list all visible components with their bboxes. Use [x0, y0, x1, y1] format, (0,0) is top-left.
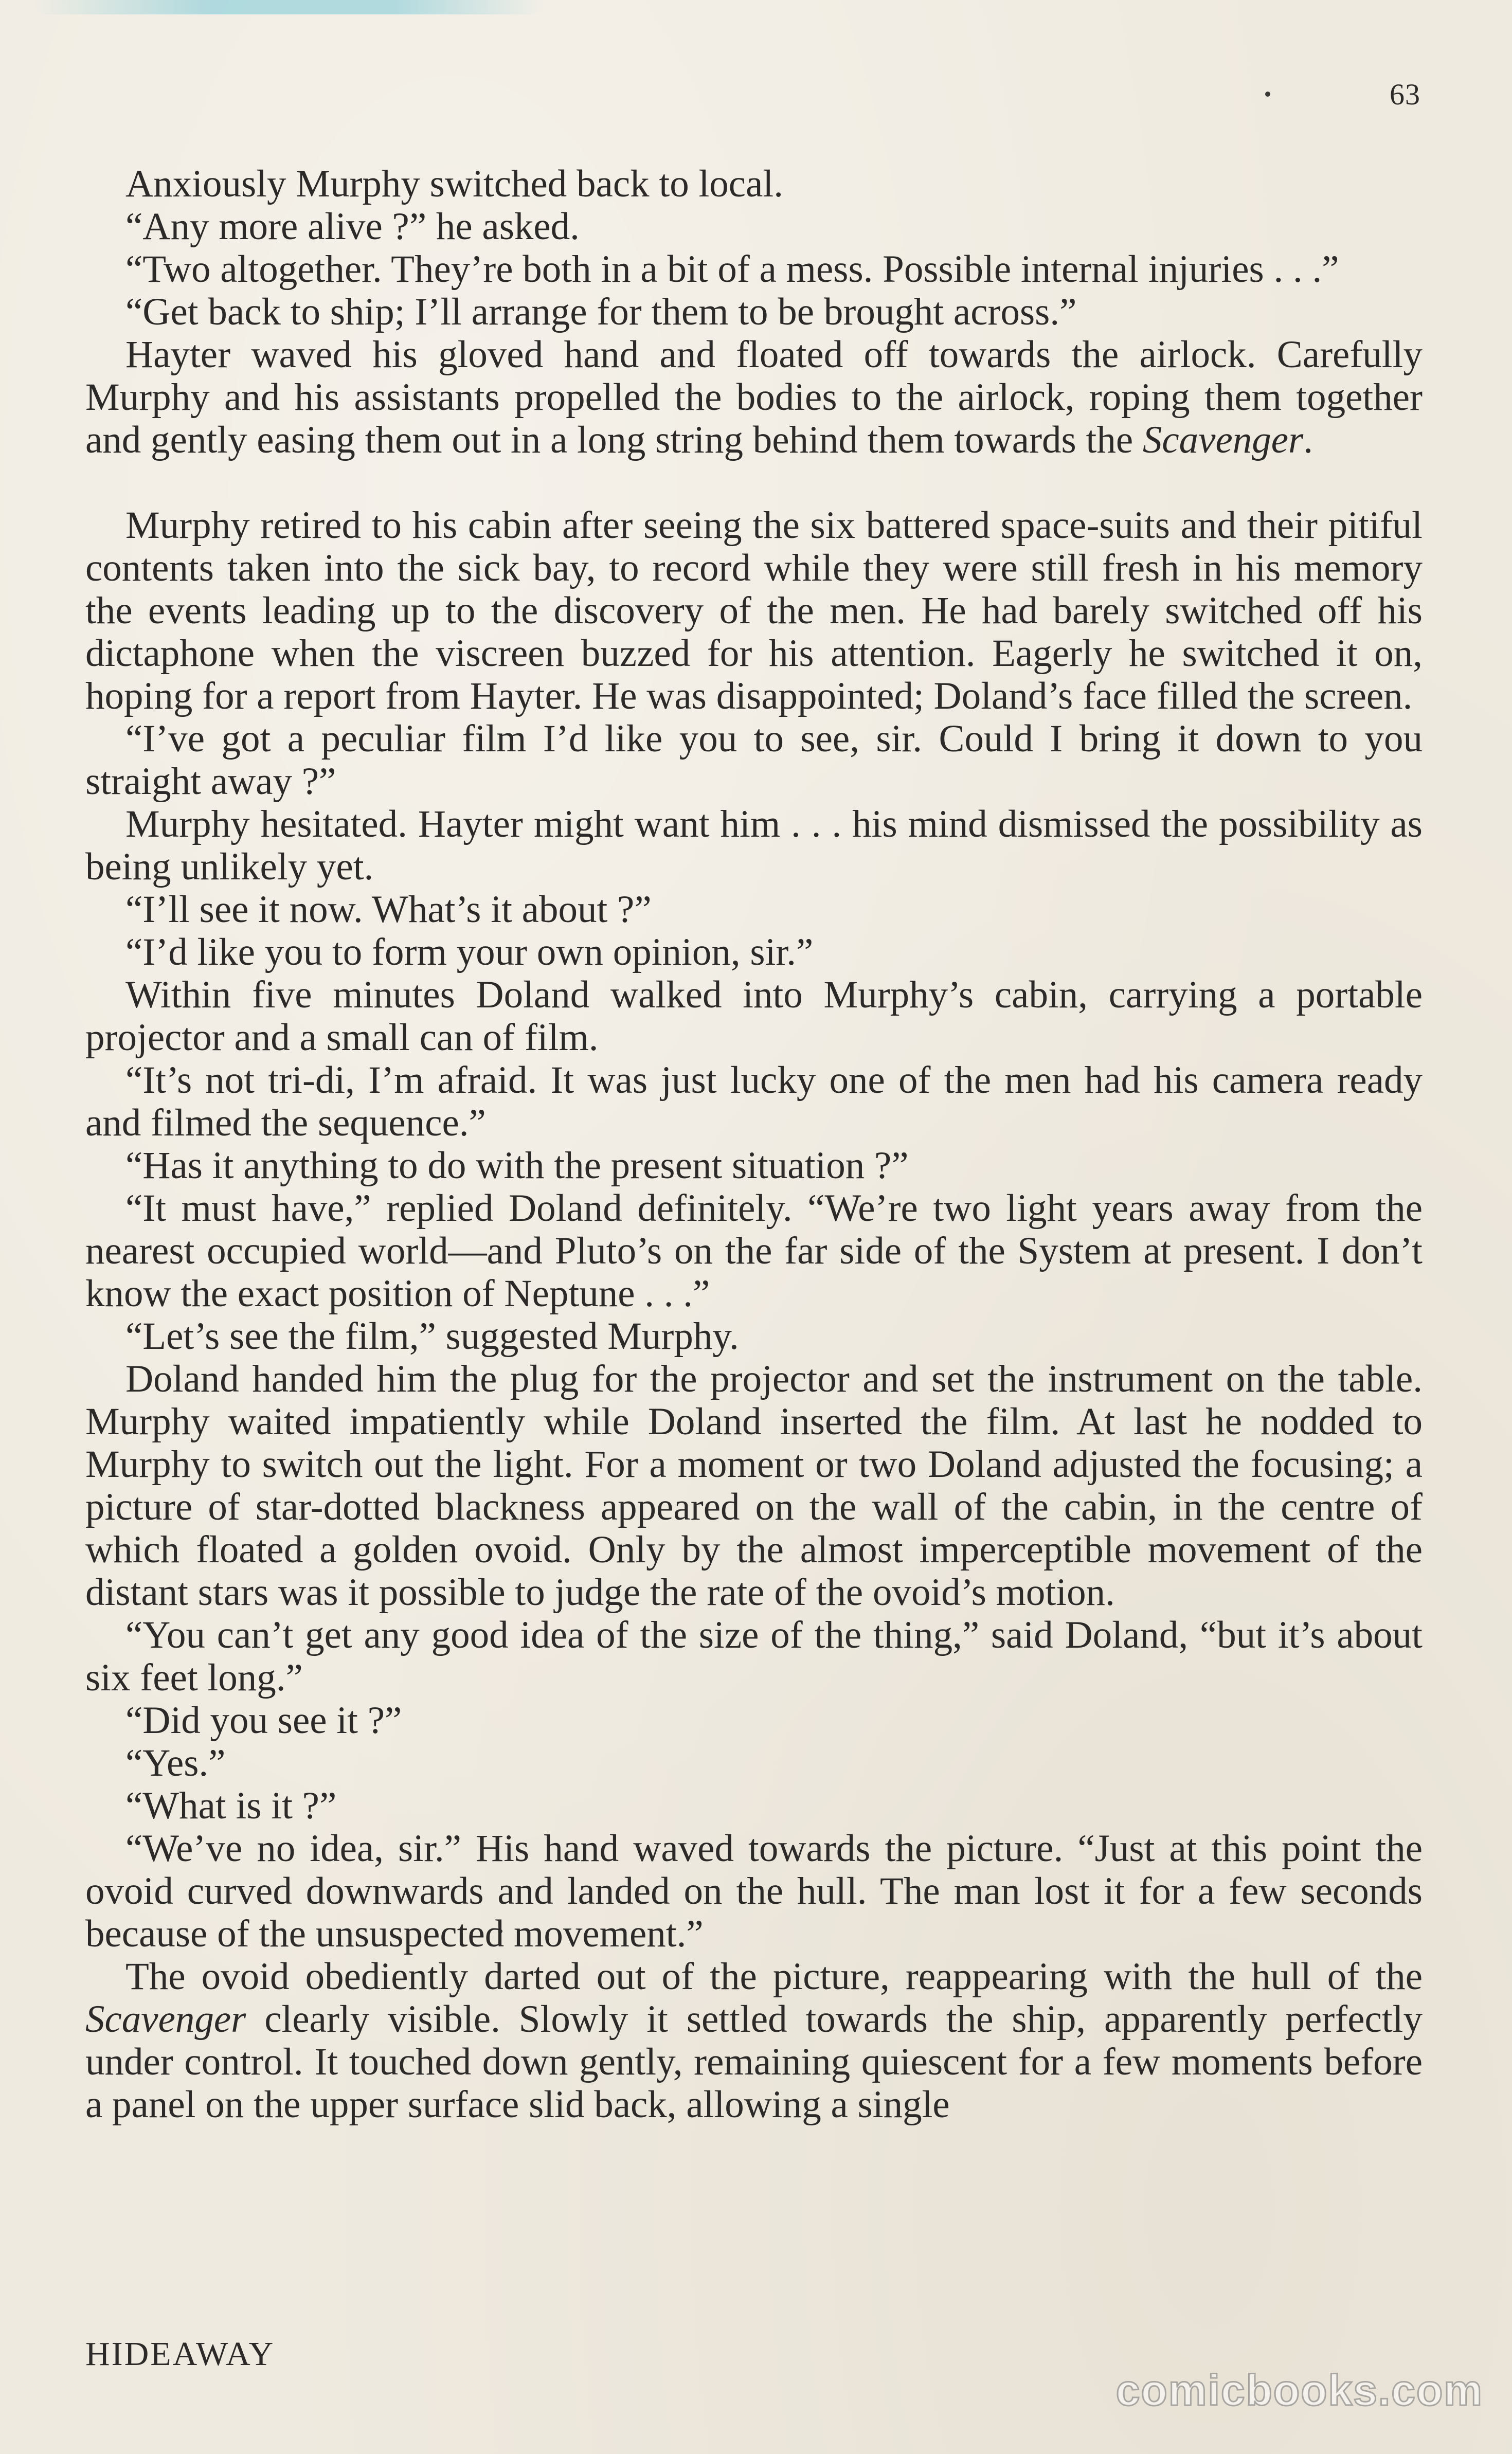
body-text [85, 163, 1423, 2126]
paragraph-text: “Two altogether. They’re both in a bit of a mess. Possible internal injuries . . .” [125, 248, 1339, 291]
watermark: comicbooks.com [1115, 2366, 1483, 2414]
paragraph-text: “Any more alive ?” he asked. [125, 205, 580, 248]
paper-speck [1265, 92, 1270, 97]
page-number: 63 [1390, 78, 1420, 111]
paragraph-text: “I’ve got a peculiar film I’d like you to see, sir. Could I bring it down to you straight away ?” [85, 717, 1423, 803]
paragraph-text: “It must have,” replied Doland definitely. “We’re two light years away from the nearest occupied world—and Pluto’s on the far side of the System at present. I don’t know the exact position of Neptune . . .” [85, 1187, 1423, 1315]
paragraph [85, 1742, 1423, 1784]
paragraph [85, 333, 1423, 461]
paragraph-text: “I’d like you to form your own opinion, sir.” [125, 931, 814, 973]
paragraph-text: “I’ll see it now. What’s it about ?” [125, 888, 652, 931]
paragraph-text: “It’s not tri-di, I’m afraid. It was just lucky one of the men had his camera ready and filmed the sequence.” [85, 1059, 1423, 1144]
paragraph-text: clearly visible. Slowly it settled towards the ship, apparently perfectly under control. It touched down gently, remaining quiescent for a few moments before a panel on the upper surface slid back, allowing a single [85, 1998, 1423, 2126]
paragraph-text: Anxiously Murphy switched back to local. [125, 163, 783, 205]
paragraph [85, 1315, 1423, 1358]
paragraph-text: “Did you see it ?” [125, 1699, 402, 1742]
paragraph [85, 1827, 1423, 1955]
paragraph [85, 291, 1423, 333]
paragraph [85, 1144, 1423, 1187]
paragraph [85, 973, 1423, 1059]
paper-stain [31, 0, 545, 14]
paragraph [85, 163, 1423, 205]
paragraph-text: Murphy retired to his cabin after seeing the six battered space-suits and their pitiful contents taken into the sick bay, to record while they were still fresh in his memory the events leading up to the discovery of the men. He had barely switched off his dictaphone when the viscreen buzzed for his attention. Eagerly he switched it on, hoping for a report from Hayter. He was disappointed; Doland’s face filled the screen. [85, 504, 1423, 717]
paragraph-text: Doland handed him the plug for the projector and set the instrument on the table. Murphy waited impatiently while Doland inserted the film. At last he nodded to Murphy to switch out the light. For a moment or two Doland adjusted the focusing; a picture of star-dotted blackness appeared on the wall of the cabin, in the centre of which floated a golden ovoid. Only by the almost imperceptible movement of the distant stars was it possible to judge the rate of the ovoid’s motion. [85, 1358, 1423, 1614]
ship-name-italic: Scavenger [1142, 419, 1304, 461]
paragraph [85, 1955, 1423, 2126]
paragraph-text: “You can’t get any good idea of the size of the thing,” said Doland, “but it’s about six feet long.” [85, 1614, 1423, 1699]
running-head: HIDEAWAY [85, 2335, 275, 2373]
paragraph [85, 717, 1423, 803]
paragraph-text: . [1303, 419, 1313, 461]
paragraph-text: Within five minutes Doland walked into Murphy’s cabin, carrying a portable projector and a small can of film. [85, 973, 1423, 1059]
paragraph [85, 248, 1423, 291]
paragraph-text: The ovoid obediently darted out of the picture, reappearing with the hull of the [125, 1955, 1423, 1998]
paragraph [85, 888, 1423, 931]
paragraph [85, 803, 1423, 888]
paragraph-text: “Get back to ship; I’ll arrange for them to be brought across.” [125, 291, 1077, 333]
paragraph [85, 1187, 1423, 1315]
paragraph-text: “Let’s see the film,” suggested Murphy. [125, 1315, 739, 1358]
paragraph [85, 504, 1423, 717]
paragraph [85, 1699, 1423, 1742]
paragraph-text: “We’ve no idea, sir.” His hand waved towards the picture. “Just at this point the ovoid curved downwards and landed on the hull. The man lost it for a few seconds because of the unsuspected movement.” [85, 1827, 1423, 1955]
paragraph [85, 1358, 1423, 1614]
paragraph-text: “Has it anything to do with the present situation ?” [125, 1144, 909, 1187]
paragraph [85, 205, 1423, 248]
ship-name-italic: Scavenger [85, 1998, 246, 2041]
paragraph [85, 1784, 1423, 1827]
paragraph-text: “What is it ?” [125, 1784, 337, 1827]
paragraph-text: Murphy hesitated. Hayter might want him . . . his mind dismissed the possibility as being unlikely yet. [85, 803, 1423, 888]
paragraph-text: Hayter waved his gloved hand and floated off towards the airlock. Carefully Murphy and his assistants propelled the bodies to the airlock, roping them together and gently easing them out in a long string behind them towards the [85, 333, 1423, 461]
paragraph [85, 1614, 1423, 1699]
paragraph [85, 931, 1423, 973]
paragraph-text: “Yes.” [125, 1742, 226, 1784]
paragraph [85, 1059, 1423, 1144]
